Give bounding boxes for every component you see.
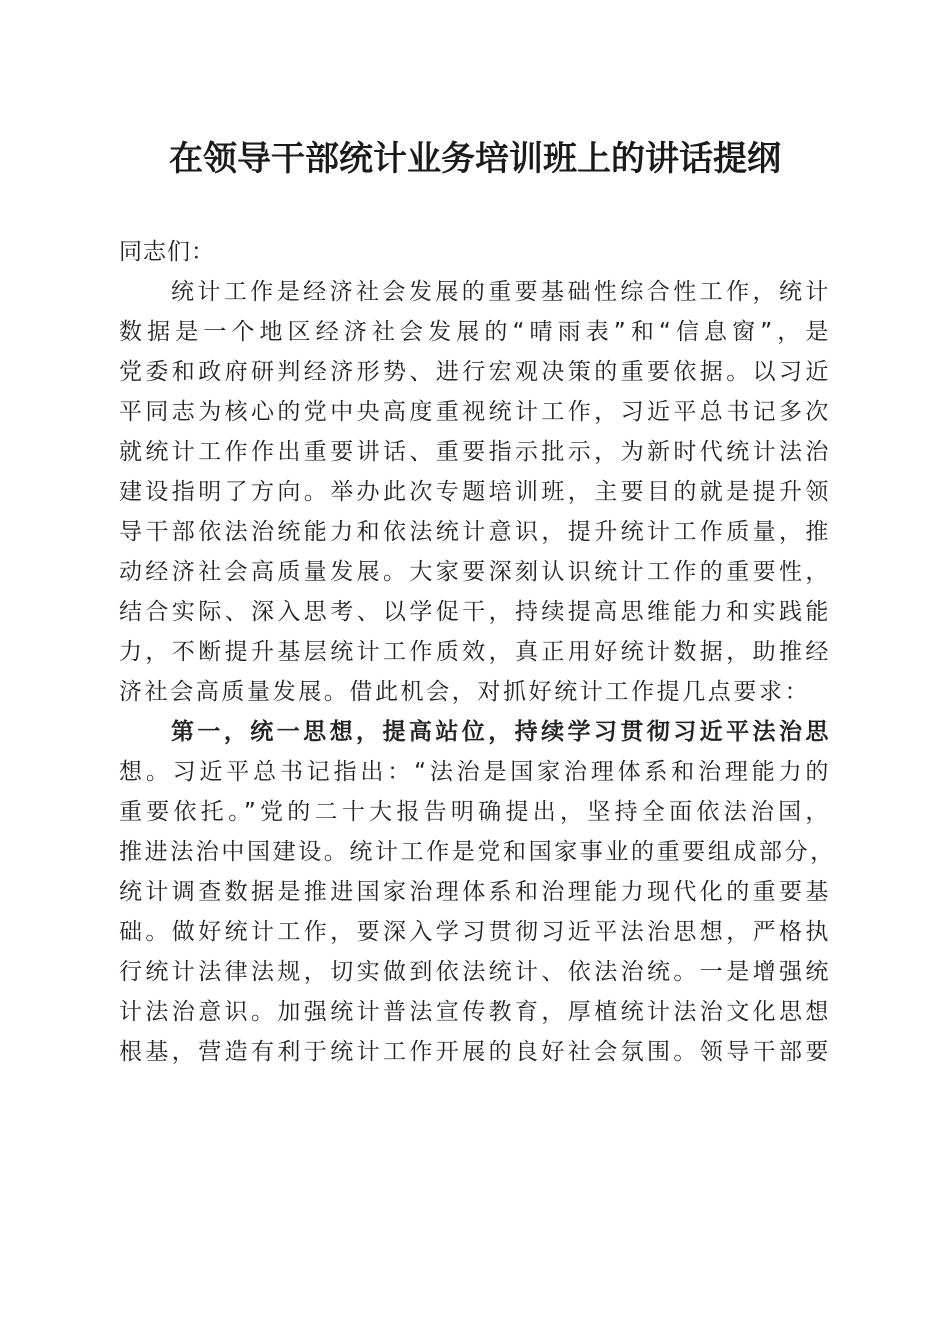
paragraph-1-line: 统计工作是经济社会发展的重要基础性综合性工作，统计 bbox=[171, 279, 831, 305]
paragraph-1-line: 数据是一个地区经济社会发展的“晴雨表”和“信息窗”，是 bbox=[119, 319, 831, 345]
paragraph-1-line: 就统计工作作出重要讲话、重要指示批示，为新时代统计法治 bbox=[119, 439, 831, 465]
paragraph-1-line: 党委和政府研判经济形势、进行宏观决策的重要依据。以习近 bbox=[119, 359, 831, 385]
paragraph-2-line: 根基，营造有利于统计工作开展的良好社会氛围。领导干部要 bbox=[119, 1039, 831, 1065]
paragraph-1-line: 力，不断提升基层统计工作质效，真正用好统计数据，助推经 bbox=[119, 639, 831, 665]
salutation: 同志们： bbox=[119, 239, 215, 265]
paragraph-1-line: 结合实际、深入思考、以学促干，持续提高思维能力和实践能 bbox=[119, 599, 831, 625]
paragraph-2-line: 计法治意识。加强统计普法宣传教育，厚植统计法治文化思想 bbox=[119, 999, 831, 1025]
paragraph-2-line: 统计调查数据是推进国家治理体系和治理能力现代化的重要基 bbox=[119, 879, 831, 905]
paragraph-1-line: 济社会高质量发展。借此机会，对抓好统计工作提几点要求： bbox=[119, 679, 811, 705]
paragraph-1-line: 导干部依法治统能力和依法统计意识，提升统计工作质量，推 bbox=[119, 519, 831, 545]
paragraph-1-line: 建设指明了方向。举办此次专题培训班，主要目的就是提升领 bbox=[119, 479, 831, 505]
paragraph-1-line: 平同志为核心的党中央高度重视统计工作，习近平总书记多次 bbox=[119, 399, 831, 425]
paragraph-1-line: 动经济社会高质量发展。大家要深刻认识统计工作的重要性， bbox=[119, 559, 831, 585]
paragraph-2-line: 想。习近平总书记指出：“法治是国家治理体系和治理能力的 bbox=[119, 759, 831, 785]
document-body bbox=[119, 232, 836, 1072]
paragraph-2-line: 推进法治中国建设。统计工作是党和国家事业的重要组成部分， bbox=[119, 839, 836, 865]
section-1-heading: 第一，统一思想，提高站位，持续学习贯彻习近平法治思 bbox=[171, 719, 831, 745]
paragraph-2-line: 重要依托。”党的二十大报告明确提出，坚持全面依法治国， bbox=[119, 799, 831, 825]
paragraph-2-line: 础。做好统计工作，要深入学习贯彻习近平法治思想，严格执 bbox=[119, 919, 831, 945]
document-title: 在领导干部统计业务培训班上的讲话提纲 bbox=[169, 139, 781, 179]
paragraph-2-line: 行统计法律法规，切实做到依法统计、依法治统。一是增强统 bbox=[119, 959, 831, 985]
